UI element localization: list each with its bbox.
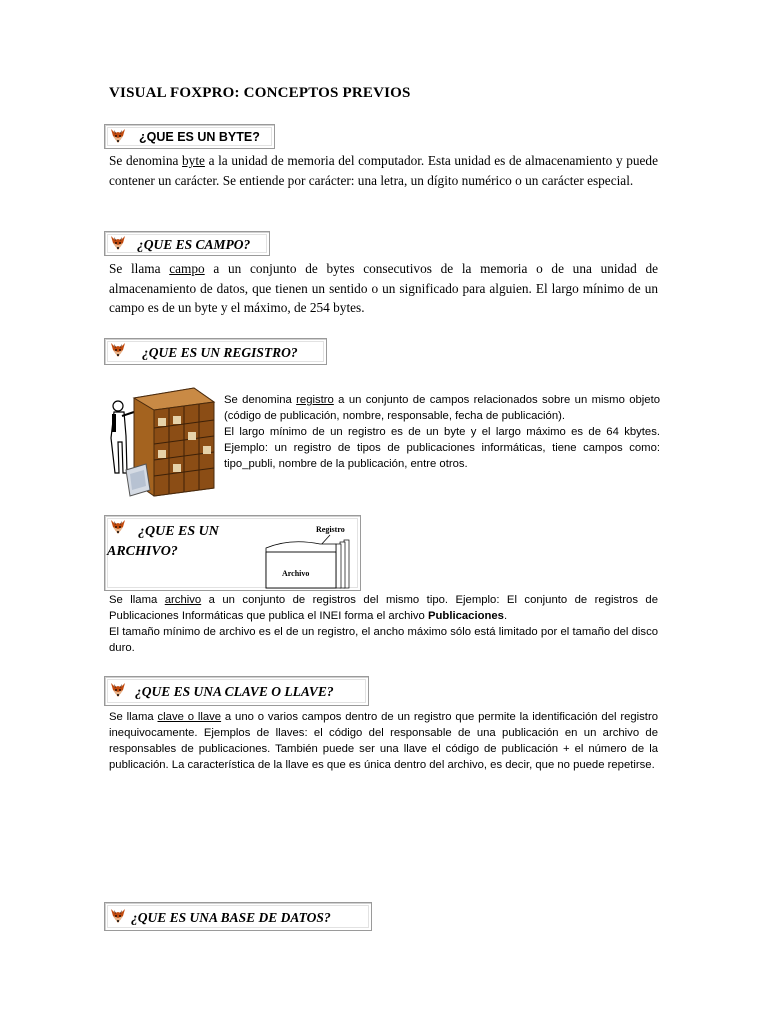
heading-box-base bbox=[104, 902, 372, 931]
fox-icon bbox=[110, 342, 126, 358]
heading-byte: ¿QUE ES UN BYTE? bbox=[139, 130, 260, 144]
heading-box-campo bbox=[104, 231, 270, 256]
term-publicaciones: Publicaciones bbox=[427, 610, 504, 622]
term-archivo: archivo bbox=[164, 594, 202, 606]
heading-box-byte bbox=[104, 124, 275, 149]
term-byte: byte bbox=[182, 153, 205, 168]
heading-clave: ¿QUE ES UNA CLAVE O LLAVE? bbox=[135, 684, 334, 699]
fox-icon bbox=[110, 235, 126, 251]
paragraph-byte: Se denomina byte a la unidad de memoria del computador. Esta unidad es de almacenamiento y puede contener un carácter. Se entiende por carácter: una letra, un dígito numérico o un carácter especial. bbox=[109, 153, 658, 188]
shelf-illustration bbox=[106, 378, 216, 498]
heading-box-clave bbox=[104, 676, 369, 706]
heading-box-registro bbox=[104, 338, 327, 365]
heading-base: ¿QUE ES UNA BASE DE DATOS? bbox=[131, 910, 331, 925]
paragraph-clave: Se llama clave o llave a uno o varios campos dentro de un registro que permite la identificación del registro inequivocamente. Ejemplos de llaves: el código del responsable de una publicación en un archivo de responsables de publicaciones. También puede ser una llave el código de publicación + el número de la publicación. La característica de la llave es que es única dentro del archivo, es decir, que no puede repetirse. bbox=[109, 711, 658, 771]
fox-icon bbox=[110, 128, 126, 144]
fox-icon bbox=[110, 908, 126, 924]
term-registro: registro bbox=[296, 394, 334, 406]
archivo-illustration bbox=[260, 520, 356, 590]
label-archivo: Archivo bbox=[282, 569, 310, 578]
heading-registro: ¿QUE ES UN REGISTRO? bbox=[142, 345, 298, 360]
fox-icon bbox=[110, 682, 126, 698]
heading-campo: ¿QUE ES CAMPO? bbox=[137, 237, 251, 252]
paragraph-campo: Se llama campo a un conjunto de bytes consecutivos de la memoria o de una unidad de almacenamiento de datos, que tienen un sentido o un significado para alguien. El largo mínimo de un campo es de un byte y el máximo, de 254 bytes. bbox=[109, 261, 658, 315]
label-registro: Registro bbox=[316, 525, 345, 534]
heading-archivo-line2: ARCHIVO? bbox=[107, 544, 178, 559]
paragraph-registro: Se denomina registro a un conjunto de campos relacionados sobre un mismo objeto (código de publicación, nombre, responsable, fecha de publicación). El largo mínimo de un registro es de un byte y el largo máximo es de 64 kbytes. Ejemplo: un registro de tipos de publicaciones informáticas, tiene campos como: tipo_publi, nombre de la publicación, entre otros. bbox=[224, 394, 660, 470]
term-campo: campo bbox=[169, 261, 205, 276]
heading-archivo-line1: ¿QUE ES UN bbox=[138, 524, 219, 539]
paragraph-archivo: Se llama archivo a un conjunto de registros del mismo tipo. Ejemplo: El conjunto de registros de Publicaciones Informáticas que publica el INEI forma el archivo Publicaciones. El tamaño mínimo de archivo es el de un registro, el ancho máximo sólo está limitado por el tamaño del disco duro. bbox=[109, 594, 658, 654]
page-title: VISUAL FOXPRO: CONCEPTOS PREVIOS bbox=[109, 85, 411, 101]
fox-icon bbox=[110, 519, 126, 535]
term-clave: clave o llave bbox=[157, 711, 222, 723]
heading-box-archivo bbox=[104, 515, 361, 591]
